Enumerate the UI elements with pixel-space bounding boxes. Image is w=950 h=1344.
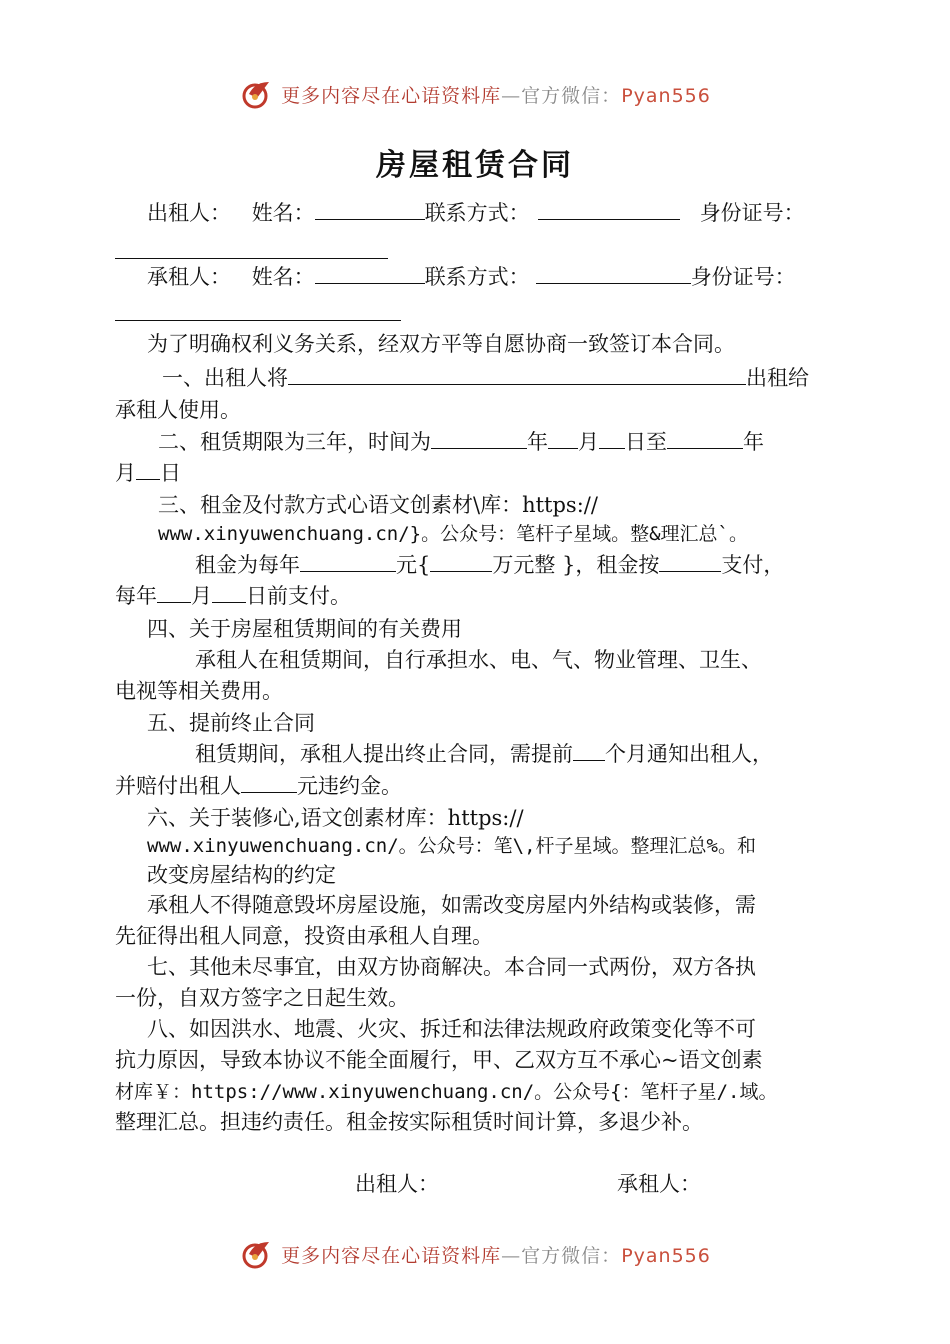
clause-7-line2: 一份，自双方签字之日起生效。: [115, 986, 409, 1010]
clause-8-line3: 材库￥：https://www.xinyuwenchuang.cn/。公众号{：笔杆子星/.域。: [115, 1081, 778, 1103]
lessee-info-line: [147, 261, 796, 291]
lessee-contact-field[interactable]: [536, 265, 691, 284]
clause-6-body1: 承租人不得随意毁坏房屋设施，如需改变房屋内外结构或装修，需: [147, 893, 756, 917]
clause-8-line1: 八、如因洪水、地震、火灾、拆迁和法律法规政府政策变化等不可: [147, 1017, 756, 1041]
notice-months-field[interactable]: [573, 742, 605, 761]
clause-6-line3: 改变房屋结构的约定: [147, 863, 336, 887]
property-address-field[interactable]: [288, 366, 746, 385]
banner-text: 更多内容尽在心语资料库—官方微信：Pyan556: [281, 1244, 711, 1267]
end-year-field[interactable]: [667, 430, 743, 449]
lessee-name-label: 姓名：: [251, 265, 315, 289]
lessor-label: 出租人：: [147, 201, 231, 225]
lessee-signature-label: 承租人：: [617, 1172, 701, 1196]
end-month-field[interactable]: [136, 461, 160, 480]
clause-4-title: 四、关于房屋租赁期间的有关费用: [147, 617, 462, 641]
penalty-amount-field[interactable]: [241, 774, 297, 793]
lessee-label: 承租人：: [147, 265, 231, 289]
page-title: 房屋租赁合同: [376, 148, 574, 183]
lessee-name-field[interactable]: [315, 265, 425, 284]
clause-3-rent: 租金为每年 元{ 万元整 }，租金按 支付，: [195, 553, 785, 577]
clause-6-body2: 先征得出租人同意，投资由承租人自理。: [115, 924, 493, 948]
clause-5-title: 五、提前终止合同: [147, 711, 315, 735]
clause-6-title: 六、关于装修心,语文创素材库：https://: [147, 806, 524, 830]
lessor-signature-label: 出租人：: [355, 1172, 439, 1196]
clause-3-due: 每年 月 日前支付。: [115, 584, 351, 608]
clause-4-body2: 电视等相关费用。: [115, 679, 283, 703]
start-month-field[interactable]: [548, 430, 578, 449]
brand-logo-icon: [239, 1236, 275, 1272]
start-year-field[interactable]: [431, 430, 527, 449]
payment-period-field[interactable]: [659, 553, 721, 572]
lessor-contact-field[interactable]: [538, 201, 680, 220]
rent-wan-field[interactable]: [430, 553, 492, 572]
banner-text: 更多内容尽在心语资料库—官方微信：Pyan556: [281, 84, 711, 107]
clause-7-line1: 七、其他未尽事宜，由双方协商解决。本合同一式两份，双方各执: [147, 955, 756, 979]
brand-logo-icon: [239, 76, 275, 112]
clause-5-body2: 并赔付出租人 元违约金。: [115, 774, 402, 798]
clause-1: 一、出租人将 出租给: [162, 366, 809, 390]
clause-6-line2: www.xinyuwenchuang.cn/。公众号：笔\,杆子星域。整理汇总%。和: [147, 835, 756, 857]
lessor-id-field[interactable]: [115, 240, 388, 259]
lessor-contact-label: 联系方式：: [424, 201, 530, 225]
annual-rent-field[interactable]: [300, 553, 396, 572]
due-day-field[interactable]: [212, 584, 246, 603]
start-day-field[interactable]: [599, 430, 625, 449]
due-month-field[interactable]: [157, 584, 191, 603]
header-banner: [0, 72, 950, 116]
clause-3-title: 三、租金及付款方式心语文创素材\库：https://: [158, 493, 598, 517]
clause-1-cont: 承租人使用。: [115, 398, 241, 422]
lessor-name-label: 姓名：: [251, 201, 315, 225]
intro-text: 为了明确权利义务关系，经双方平等自愿协商一致签订本合同。: [147, 332, 735, 356]
clause-8-line2: 抗力原因，导致本协议不能全面履行，甲、乙双方互不承心~语文创素: [115, 1048, 763, 1072]
clause-4-body1: 承租人在租赁期间，自行承担水、电、气、物业管理、卫生、: [195, 648, 762, 672]
lessee-contact-label: 联系方式：: [424, 265, 530, 289]
lessor-name-field[interactable]: [315, 201, 425, 220]
clause-5-body1: 租赁期间，承租人提出终止合同，需提前 个月通知出租人，: [195, 742, 773, 766]
clause-2: 二、租赁期限为三年，时间为 年 月 日至 年: [158, 430, 764, 454]
lessee-id-field[interactable]: [115, 302, 401, 321]
lessor-info-line: [147, 197, 805, 227]
lessee-id-label: 身份证号：: [690, 265, 796, 289]
clause-2-cont: 月 日: [115, 461, 181, 485]
lessor-id-label: 身份证号：: [699, 201, 805, 225]
clause-8-line4: 整理汇总。担违约责任。租金按实际租赁时间计算，多退少补。: [115, 1110, 703, 1134]
footer-banner: [0, 1232, 950, 1276]
clause-3-line2: www.xinyuwenchuang.cn/}。公众号：笔杆子星域。整&理汇总`。: [158, 523, 748, 545]
